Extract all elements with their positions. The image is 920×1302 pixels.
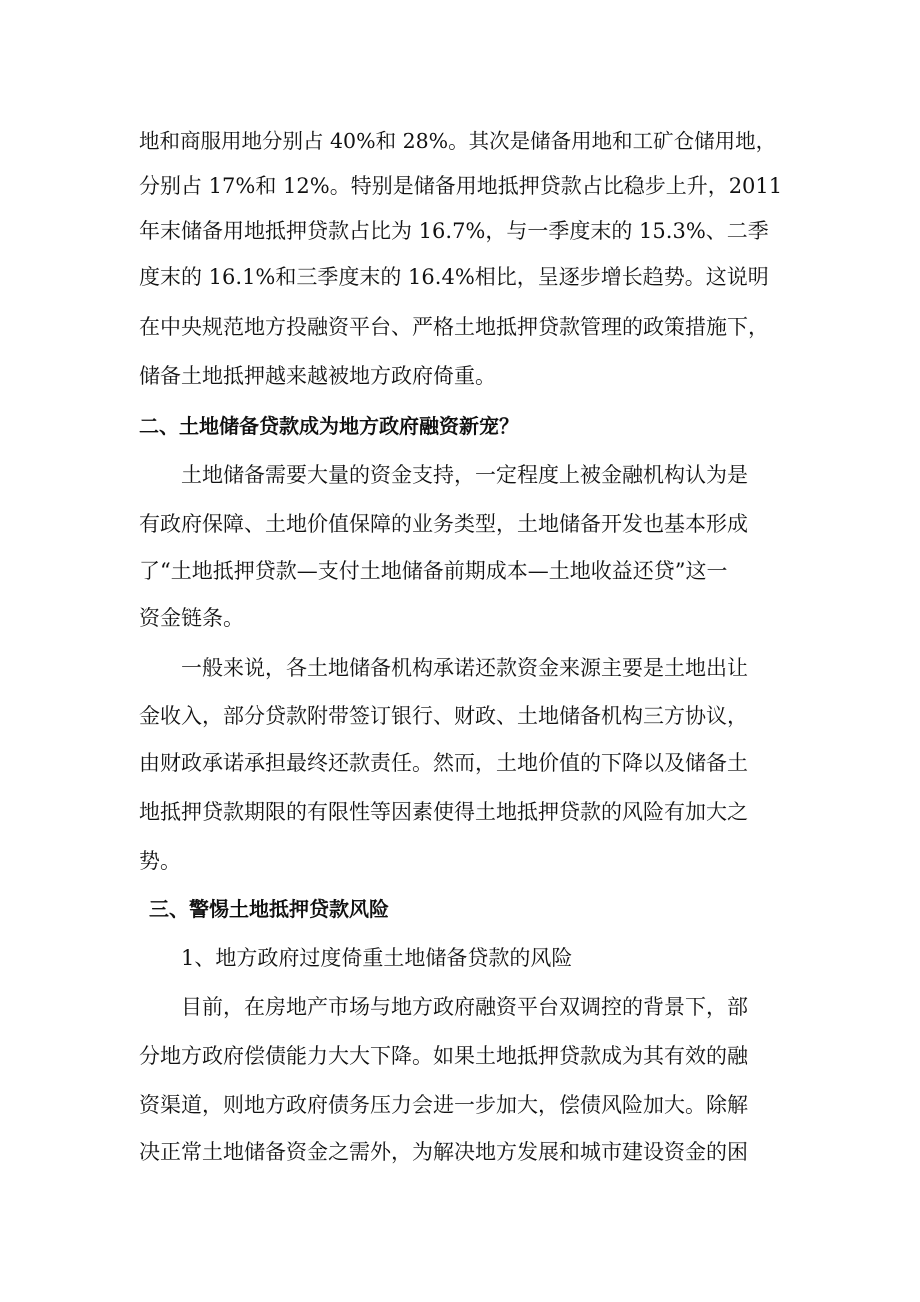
body-text-line: 分地方政府偿债能力大大下降。如果土地抵押贷款成为其有效的融 bbox=[139, 1044, 748, 1068]
body-text-line: 分别占 17%和 12%。特别是储备用地抵押贷款占比稳步上升，2011 bbox=[139, 174, 783, 198]
body-text-line: 一般来说，各土地储备机构承诺还款资金来源主要是土地出让 bbox=[181, 656, 748, 680]
body-text-line: 了“土地抵押贷款—支付土地储备前期成本—土地收益还贷”这一 bbox=[139, 559, 728, 583]
body-text-line: 资金链条。 bbox=[139, 606, 244, 630]
body-text-line: 由财政承诺承担最终还款责任。然而，土地价值的下降以及储备土 bbox=[139, 751, 748, 775]
body-text-line: 目前，在房地产市场与地方政府融资平台双调控的背景下，部 bbox=[181, 995, 748, 1019]
body-text-line: 决正常土地储备资金之需外，为解决地方发展和城市建设资金的困 bbox=[139, 1140, 748, 1164]
subsection-heading: 1、地方政府过度倚重土地储备贷款的风险 bbox=[181, 946, 573, 970]
body-text-line: 势。 bbox=[139, 849, 181, 873]
section-heading-3: 三、警惕土地抵押贷款风险 bbox=[149, 897, 389, 921]
body-text-line: 在中央规范地方投融资平台、严格土地抵押贷款管理的政策措施下， bbox=[139, 315, 769, 339]
section-heading-2: 二、土地储备贷款成为地方政府融资新宠？ bbox=[139, 414, 519, 438]
body-text-line: 土地储备需要大量的资金支持，一定程度上被金融机构认为是 bbox=[181, 463, 748, 487]
body-text-line: 地抵押贷款期限的有限性等因素使得土地抵押贷款的风险有加大之 bbox=[139, 800, 748, 824]
body-text-line: 储备土地抵押越来越被地方政府倚重。 bbox=[139, 364, 496, 388]
body-text-line: 度末的 16.1%和三季度末的 16.4%相比，呈逐步增长趋势。这说明 bbox=[139, 265, 769, 289]
body-text-line: 地和商服用地分别占 40%和 28%。其次是储备用地和工矿仓储用地， bbox=[139, 129, 777, 153]
body-text-line: 年末储备用地抵押贷款占比为 16.7%，与一季度末的 15.3%、二季 bbox=[139, 219, 769, 243]
body-text-line: 有政府保障、土地价值保障的业务类型，土地储备开发也基本形成 bbox=[139, 512, 748, 536]
body-text-line: 金收入，部分贷款附带签订银行、财政、土地储备机构三方协议， bbox=[139, 704, 748, 728]
body-text-line: 资渠道，则地方政府债务压力会进一步加大，偿债风险加大。除解 bbox=[139, 1093, 748, 1117]
